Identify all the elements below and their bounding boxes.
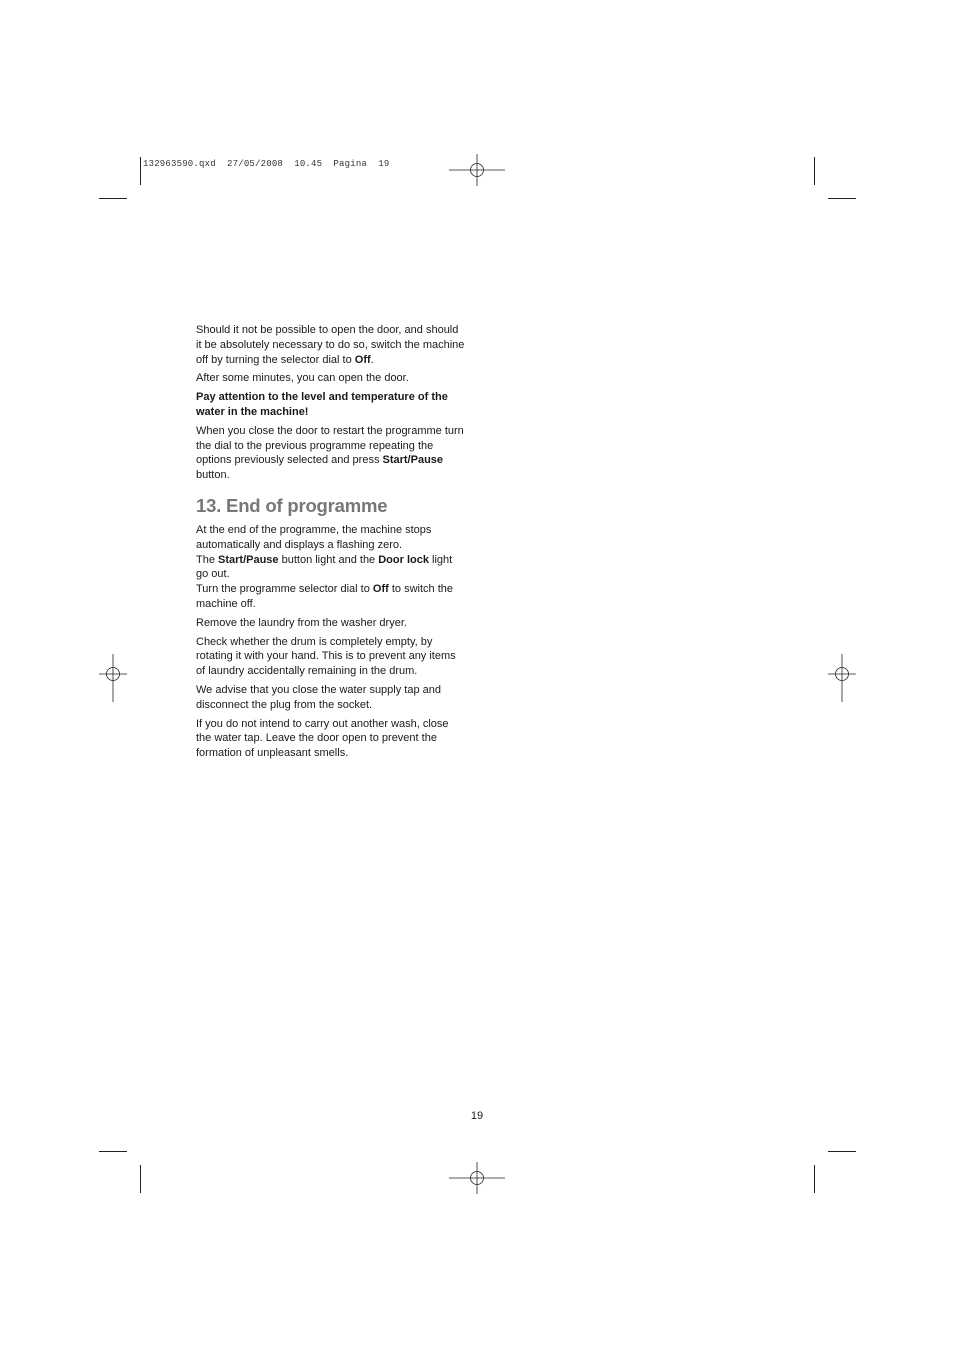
restart-paragraph: When you close the door to restart the programme turn the dial to the previous programme repeating the options previously selected and press Start/Pause button. bbox=[196, 424, 464, 482]
crop-mark-icon bbox=[814, 1165, 815, 1193]
door-open-paragraph: Should it not be possible to open the door, and should it be absolutely necessary to do so, switch the machine off by turning the selector dial to Off. bbox=[196, 324, 465, 366]
print-slug: 132963590.qxd 27/05/2008 10.45 Pagina 19 bbox=[143, 159, 390, 169]
water-tap-paragraph: We advise that you close the water supply tap and disconnect the plug from the socket. bbox=[196, 683, 441, 711]
door-open-advice-paragraph: If you do not intend to carry out another wash, close the water tap. Leave the door open to prevent the formation of unpleasant smells. bbox=[196, 717, 449, 760]
end-of-programme-paragraph: At the end of the programme, the machine stops automatically and displays a flashing zero. The Start/Pause button light and the Door lock light go out. Turn the programme selector dial to Off to switch the machine off. bbox=[196, 523, 453, 610]
section-title: 13. End of programme bbox=[196, 494, 388, 516]
registration-target-icon bbox=[449, 150, 505, 190]
check-drum-paragraph: Check whether the drum is completely empty, by rotating it with your hand. This is to prevent any items of laundry accidentally remaining in the drum. bbox=[196, 635, 456, 678]
page-body bbox=[196, 323, 466, 765]
warning-paragraph: Pay attention to the level and temperature of the water in the machine! bbox=[196, 391, 448, 418]
crop-mark-icon bbox=[99, 1151, 127, 1152]
crop-mark-icon bbox=[828, 1151, 856, 1152]
crop-mark-icon bbox=[814, 157, 815, 185]
registration-target-icon bbox=[99, 654, 127, 702]
crop-mark-icon bbox=[140, 157, 141, 185]
wait-paragraph: After some minutes, you can open the door. bbox=[196, 372, 409, 385]
crop-mark-icon bbox=[99, 198, 127, 199]
registration-target-icon bbox=[828, 654, 856, 702]
crop-mark-icon bbox=[140, 1165, 141, 1193]
page-number: 19 bbox=[470, 1110, 484, 1122]
crop-mark-icon bbox=[828, 198, 856, 199]
remove-laundry-paragraph: Remove the laundry from the washer dryer. bbox=[196, 616, 407, 629]
registration-target-icon bbox=[449, 1158, 505, 1198]
